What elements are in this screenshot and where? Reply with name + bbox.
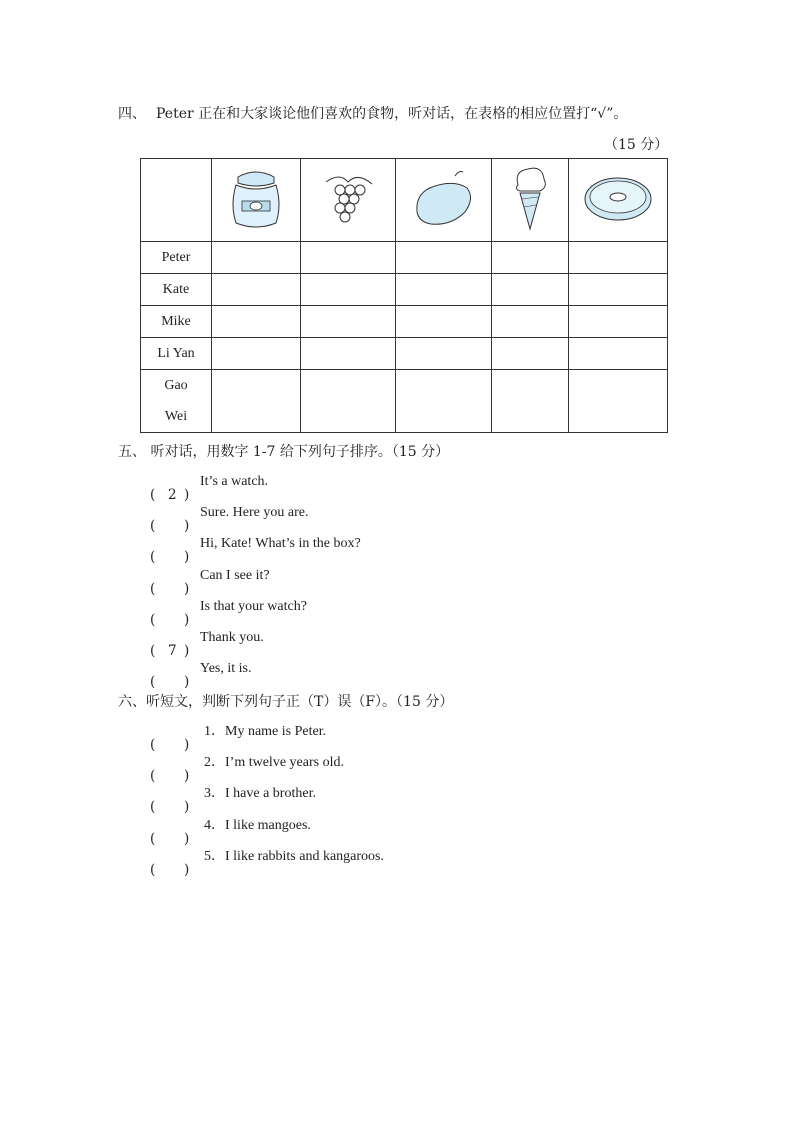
answer-cell[interactable]: [492, 306, 569, 338]
answer-value: 7: [168, 643, 177, 659]
table-row: [141, 242, 668, 274]
answer-cell[interactable]: [212, 370, 301, 433]
mango-icon: [411, 168, 477, 228]
food-jar-cell: [212, 159, 301, 242]
sentence-text: It’s a watch.: [200, 474, 269, 489]
true-false-item: ( ) 2．I’m twelve years old.: [150, 755, 344, 785]
section4-number: 四、: [118, 106, 146, 122]
sentence-text: 4．I like mangoes.: [204, 817, 311, 833]
answer-cell[interactable]: [492, 274, 569, 306]
section4-score: （15 分）: [604, 137, 669, 153]
table-row: [141, 370, 668, 433]
answer-cell[interactable]: [301, 338, 396, 370]
answer-cell[interactable]: [396, 370, 492, 433]
table-row: [141, 338, 668, 370]
sentence-text: 2．I’m twelve years old.: [204, 755, 344, 771]
jar-icon: [228, 165, 284, 231]
sentence-text: Sure. Here you are.: [200, 505, 309, 521]
section5-title: 五、 听对话，用数字 1-7 给下列句子排序。（15 分）: [118, 444, 450, 460]
answer-cell[interactable]: [569, 274, 668, 306]
sentence-text: 5．I like rabbits and kangaroos.: [204, 848, 385, 864]
food-mango-cell: [396, 159, 492, 242]
food-donut-cell: [569, 159, 668, 242]
answer-cell[interactable]: [492, 370, 569, 433]
answer-cell[interactable]: [212, 306, 301, 338]
ordering-item: ( ) Is that your watch?: [150, 598, 307, 628]
ice-cream-icon: [508, 163, 552, 233]
sentence-text: Is that your watch?: [200, 598, 307, 614]
row-name-line1: Gao: [164, 378, 188, 393]
sentence-text: Can I see it?: [200, 567, 270, 583]
answer-cell[interactable]: [396, 274, 492, 306]
row-name-gao-wei: [141, 370, 212, 433]
sentence-text: Thank you.: [200, 630, 264, 645]
answer-cell[interactable]: [492, 242, 569, 274]
ordering-item: ( 2 ) It’s a watch.: [150, 474, 269, 503]
row-name: Peter: [141, 242, 212, 274]
food-ice-cream-cell: [492, 159, 569, 242]
answer-cell[interactable]: [301, 274, 396, 306]
sentence-text: 1．My name is Peter.: [204, 724, 327, 739]
answer-cell[interactable]: [569, 242, 668, 274]
donut-icon: [582, 173, 654, 223]
sentence-text: Yes, it is.: [200, 661, 252, 677]
answer-cell[interactable]: [569, 306, 668, 338]
answer-cell[interactable]: [301, 306, 396, 338]
answer-cell[interactable]: [396, 242, 492, 274]
ordering-item: ( ) Yes, it is.: [150, 661, 252, 691]
section4-instruction: Peter 正在和大家谈论他们喜欢的食物，听对话，在表格的相应位置打“√”。: [156, 106, 628, 122]
true-false-item: ( ) 3．I have a brother.: [150, 786, 316, 816]
answer-cell[interactable]: [569, 338, 668, 370]
sentence-text: 3．I have a brother.: [204, 786, 316, 802]
row-name-line2: Wei: [164, 409, 188, 424]
food-table: [140, 158, 668, 433]
answer-cell[interactable]: [212, 242, 301, 274]
food-grapes-cell: [301, 159, 396, 242]
grapes-icon: [318, 168, 378, 228]
ordering-item: ( 7 ) Thank you.: [150, 630, 264, 659]
section6-title: 六、听短文，判断下列句子正（T）误（F）。（15 分）: [118, 694, 454, 710]
table-row: [141, 274, 668, 306]
corner-cell: [141, 159, 212, 242]
true-false-item: ( ) 4．I like mangoes.: [150, 817, 311, 847]
answer-cell[interactable]: [396, 306, 492, 338]
true-false-item: ( ) 5．I like rabbits and kangaroos.: [150, 848, 385, 878]
answer-cell[interactable]: [301, 242, 396, 274]
true-false-item: ( ) 1．My name is Peter.: [150, 724, 327, 753]
row-name: Li Yan: [141, 338, 212, 370]
answer-value: 2: [168, 487, 177, 503]
answer-cell[interactable]: [492, 338, 569, 370]
answer-cell[interactable]: [396, 338, 492, 370]
row-name: Mike: [141, 306, 212, 338]
table-row: [141, 306, 668, 338]
answer-cell[interactable]: [212, 274, 301, 306]
row-name: Kate: [141, 274, 212, 306]
ordering-item: ( ) Can I see it?: [150, 567, 270, 597]
answer-cell[interactable]: [212, 338, 301, 370]
ordering-item: ( ) Hi, Kate! What’s in the box?: [150, 536, 361, 566]
answer-cell[interactable]: [301, 370, 396, 433]
ordering-item: ( ) Sure. Here you are.: [150, 505, 309, 535]
table-header-row: [141, 159, 668, 242]
answer-cell[interactable]: [569, 370, 668, 433]
sentence-text: Hi, Kate! What’s in the box?: [200, 536, 361, 552]
